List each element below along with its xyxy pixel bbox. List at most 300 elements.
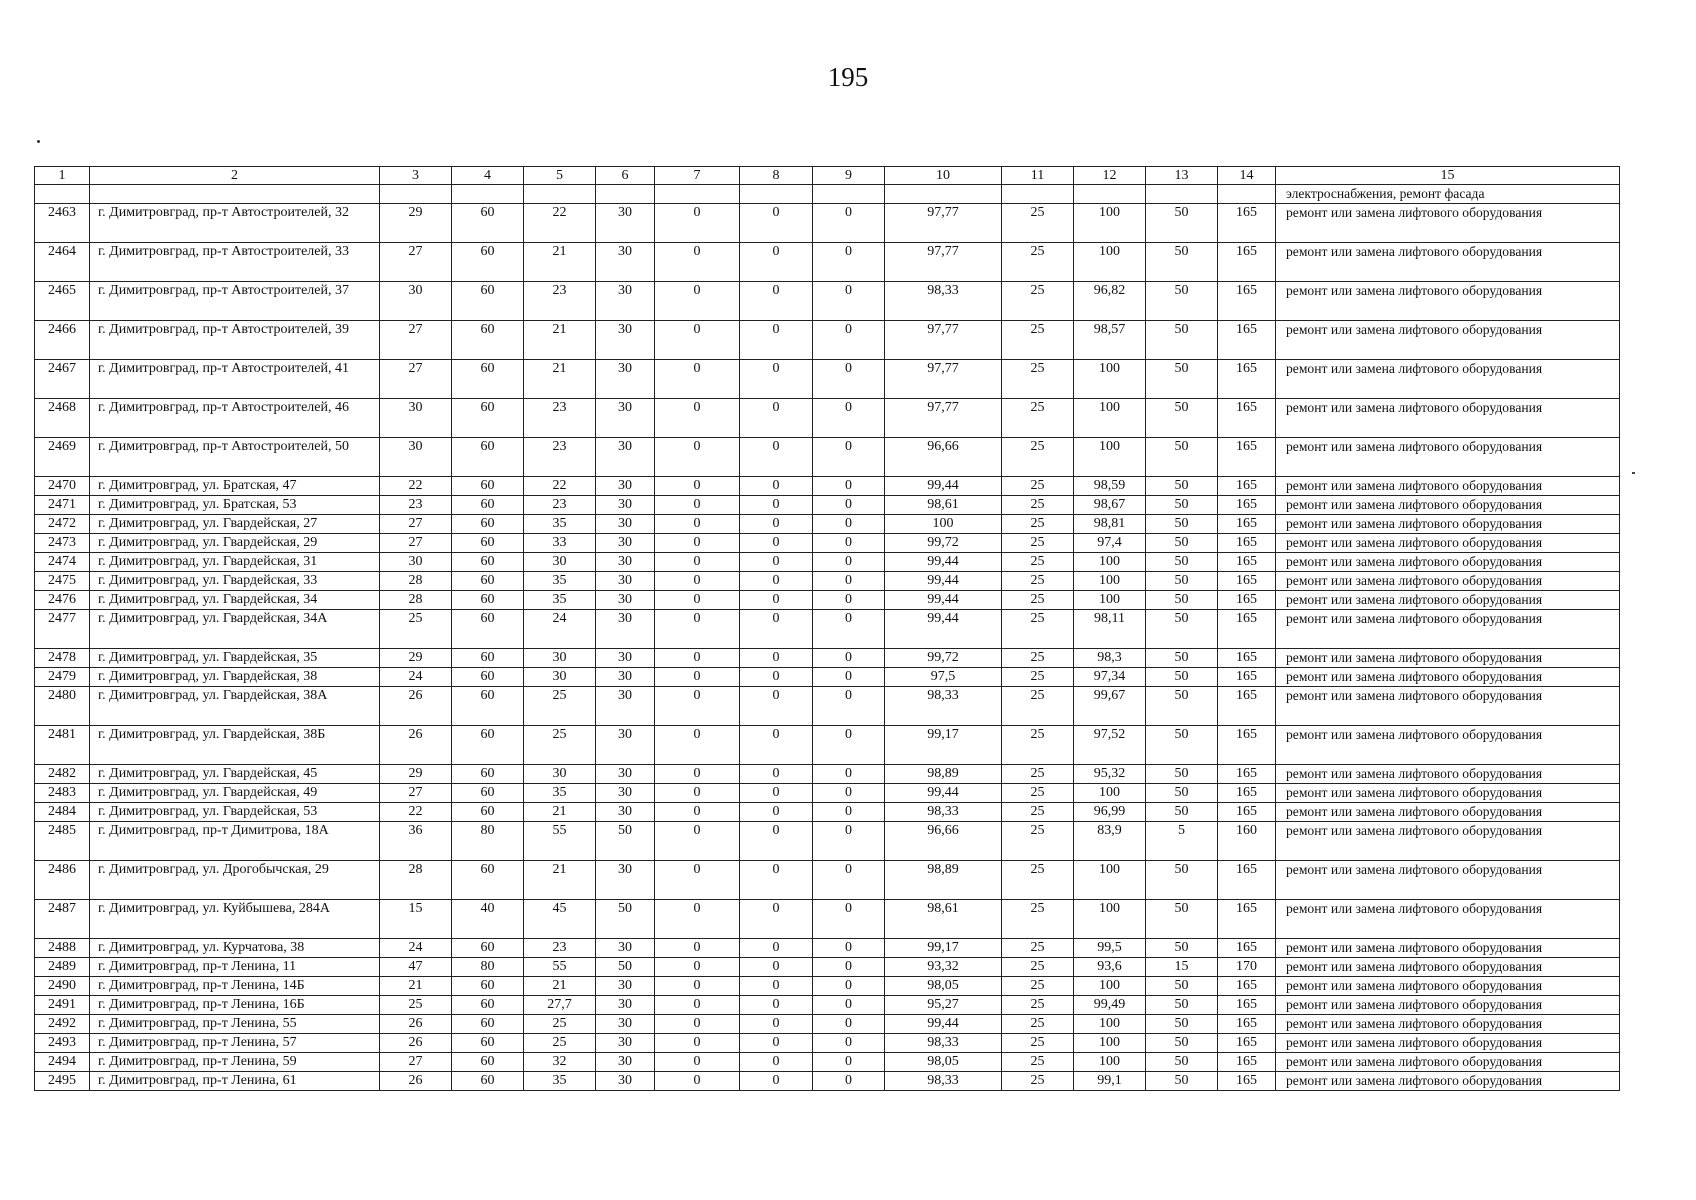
column-header: 2	[90, 167, 380, 185]
work-type-cell: ремонт или замена лифтового оборудования	[1276, 572, 1620, 591]
value-cell: 35	[524, 591, 596, 610]
value-cell: 28	[380, 572, 452, 591]
value-cell: 0	[740, 591, 813, 610]
address-cell: г. Димитровград, ул. Гвардейская, 34	[90, 591, 380, 610]
value-cell: 100	[1074, 438, 1146, 477]
value-cell: 26	[380, 1072, 452, 1091]
column-header: 3	[380, 167, 452, 185]
value-cell: 30	[596, 649, 655, 668]
value-cell: 95,27	[885, 996, 1002, 1015]
address-cell: г. Димитровград, пр-т Автостроителей, 39	[90, 321, 380, 360]
value-cell: 50	[1146, 572, 1218, 591]
value-cell: 98,33	[885, 803, 1002, 822]
value-cell: 165	[1218, 996, 1276, 1015]
address-cell: г. Димитровград, пр-т Автостроителей, 33	[90, 243, 380, 282]
value-cell: 0	[740, 958, 813, 977]
value-cell: 60	[452, 438, 524, 477]
value-cell: 35	[524, 1072, 596, 1091]
value-cell: 0	[655, 939, 740, 958]
table-row	[35, 477, 1620, 496]
work-type-cell: ремонт или замена лифтового оборудования	[1276, 939, 1620, 958]
value-cell: 165	[1218, 321, 1276, 360]
value-cell: 30	[524, 765, 596, 784]
row-number: 2469	[35, 438, 90, 477]
value-cell: 100	[1074, 243, 1146, 282]
value-cell: 50	[1146, 996, 1218, 1015]
value-cell: 25	[1002, 1015, 1074, 1034]
value-cell: 30	[596, 996, 655, 1015]
value-cell: 33	[524, 534, 596, 553]
value-cell: 30	[596, 784, 655, 803]
row-number: 2478	[35, 649, 90, 668]
work-type-cell: ремонт или замена лифтового оборудования	[1276, 958, 1620, 977]
value-cell: 60	[452, 1053, 524, 1072]
value-cell: 30	[596, 243, 655, 282]
value-cell: 0	[740, 321, 813, 360]
value-cell: 30	[596, 939, 655, 958]
row-number: 2495	[35, 1072, 90, 1091]
value-cell: 0	[655, 765, 740, 784]
value-cell: 83,9	[1074, 822, 1146, 861]
value-cell: 29	[380, 204, 452, 243]
value-cell: 23	[524, 282, 596, 321]
value-cell: 99,72	[885, 649, 1002, 668]
value-cell: 60	[452, 477, 524, 496]
value-cell: 165	[1218, 803, 1276, 822]
column-header: 1	[35, 167, 90, 185]
work-type-cell: ремонт или замена лифтового оборудования	[1276, 649, 1620, 668]
value-cell: 25	[380, 996, 452, 1015]
value-cell: 60	[452, 399, 524, 438]
value-cell: 50	[1146, 803, 1218, 822]
value-cell: 30	[380, 282, 452, 321]
value-cell: 98,33	[885, 1034, 1002, 1053]
address-cell: г. Димитровград, ул. Гвардейская, 31	[90, 553, 380, 572]
value-cell: 21	[524, 243, 596, 282]
value-cell: 50	[1146, 477, 1218, 496]
work-type-cell: ремонт или замена лифтового оборудования	[1276, 360, 1620, 399]
table-row	[35, 360, 1620, 399]
value-cell: 99,17	[885, 939, 1002, 958]
value-cell: 165	[1218, 1053, 1276, 1072]
value-cell: 0	[813, 438, 885, 477]
table-row	[35, 803, 1620, 822]
value-cell: 21	[524, 977, 596, 996]
value-cell: 97,77	[885, 321, 1002, 360]
value-cell: 0	[655, 784, 740, 803]
value-cell: 165	[1218, 553, 1276, 572]
value-cell: 28	[380, 591, 452, 610]
table-row	[35, 996, 1620, 1015]
value-cell: 97,5	[885, 668, 1002, 687]
address-cell: г. Димитровград, пр-т Автостроителей, 32	[90, 204, 380, 243]
table-row	[35, 822, 1620, 861]
value-cell: 0	[655, 515, 740, 534]
value-cell: 0	[813, 553, 885, 572]
table-row	[35, 399, 1620, 438]
value-cell: 99,44	[885, 477, 1002, 496]
value-cell: 98,57	[1074, 321, 1146, 360]
value-cell: 99,49	[1074, 996, 1146, 1015]
address-cell: г. Димитровград, пр-т Ленина, 61	[90, 1072, 380, 1091]
value-cell: 25	[1002, 591, 1074, 610]
value-cell: 23	[380, 496, 452, 515]
value-cell: 60	[452, 515, 524, 534]
value-cell: 23	[524, 496, 596, 515]
value-cell: 100	[1074, 977, 1146, 996]
value-cell: 26	[380, 1015, 452, 1034]
value-cell: 0	[655, 996, 740, 1015]
value-cell: 165	[1218, 399, 1276, 438]
value-cell: 25	[1002, 822, 1074, 861]
value-cell: 21	[380, 977, 452, 996]
row-number: 2474	[35, 553, 90, 572]
value-cell: 50	[1146, 399, 1218, 438]
row-number: 2489	[35, 958, 90, 977]
value-cell: 165	[1218, 668, 1276, 687]
address-cell: г. Димитровград, ул. Гвардейская, 27	[90, 515, 380, 534]
value-cell: 0	[740, 668, 813, 687]
value-cell: 30	[524, 649, 596, 668]
value-cell: 30	[596, 360, 655, 399]
value-cell: 0	[813, 822, 885, 861]
value-cell: 99,44	[885, 591, 1002, 610]
value-cell: 35	[524, 572, 596, 591]
row-number: 2467	[35, 360, 90, 399]
value-cell: 97,34	[1074, 668, 1146, 687]
table-row	[35, 726, 1620, 765]
value-cell: 60	[452, 977, 524, 996]
value-cell: 25	[1002, 1072, 1074, 1091]
value-cell: 0	[813, 204, 885, 243]
value-cell: 98,33	[885, 687, 1002, 726]
value-cell: 98,3	[1074, 649, 1146, 668]
value-cell: 50	[1146, 765, 1218, 784]
address-cell: г. Димитровград, ул. Гвардейская, 45	[90, 765, 380, 784]
value-cell: 50	[1146, 649, 1218, 668]
value-cell: 100	[1074, 1034, 1146, 1053]
value-cell: 25	[1002, 958, 1074, 977]
table-row	[35, 1072, 1620, 1091]
value-cell: 25	[1002, 572, 1074, 591]
value-cell: 100	[1074, 553, 1146, 572]
value-cell: 0	[813, 977, 885, 996]
value-cell: 25	[1002, 496, 1074, 515]
value-cell: 32	[524, 1053, 596, 1072]
value-cell: 165	[1218, 610, 1276, 649]
table-row	[35, 610, 1620, 649]
work-type-cell: ремонт или замена лифтового оборудования	[1276, 1034, 1620, 1053]
value-cell: 0	[813, 996, 885, 1015]
value-cell: 0	[740, 726, 813, 765]
value-cell: 25	[1002, 321, 1074, 360]
value-cell: 30	[596, 668, 655, 687]
value-cell: 99,44	[885, 610, 1002, 649]
value-cell: 0	[813, 282, 885, 321]
value-cell: 98,05	[885, 1053, 1002, 1072]
value-cell: 165	[1218, 496, 1276, 515]
value-cell: 47	[380, 958, 452, 977]
column-header: 15	[1276, 167, 1620, 185]
page-number: 195	[827, 62, 869, 92]
value-cell: 30	[596, 204, 655, 243]
value-cell: 0	[813, 515, 885, 534]
column-header: 13	[1146, 167, 1218, 185]
value-cell: 25	[524, 687, 596, 726]
work-type-cell: ремонт или замена лифтового оборудования	[1276, 243, 1620, 282]
header-row	[35, 167, 1620, 185]
row-number: 2464	[35, 243, 90, 282]
value-cell: 165	[1218, 438, 1276, 477]
row-number: 2471	[35, 496, 90, 515]
value-cell: 60	[452, 610, 524, 649]
value-cell: 50	[1146, 977, 1218, 996]
value-cell: 97,77	[885, 360, 1002, 399]
value-cell: 0	[740, 1072, 813, 1091]
work-type-cell: ремонт или замена лифтового оборудования	[1276, 438, 1620, 477]
value-cell: 165	[1218, 282, 1276, 321]
value-cell: 0	[740, 803, 813, 822]
work-type-cell: ремонт или замена лифтового оборудования	[1276, 553, 1620, 572]
value-cell: 29	[380, 765, 452, 784]
value-cell: 0	[655, 360, 740, 399]
value-cell: 24	[380, 668, 452, 687]
value-cell: 0	[813, 534, 885, 553]
value-cell: 0	[655, 822, 740, 861]
value-cell: 23	[524, 939, 596, 958]
row-number: 2475	[35, 572, 90, 591]
value-cell: 25	[1002, 765, 1074, 784]
continuation-text: электроснабжения, ремонт фасада	[1276, 185, 1620, 204]
value-cell: 50	[1146, 534, 1218, 553]
address-cell: г. Димитровград, ул. Гвардейская, 29	[90, 534, 380, 553]
value-cell: 30	[596, 1015, 655, 1034]
row-number: 2476	[35, 591, 90, 610]
value-cell: 25	[524, 1015, 596, 1034]
value-cell: 100	[1074, 900, 1146, 939]
value-cell: 25	[1002, 668, 1074, 687]
value-cell: 0	[740, 900, 813, 939]
value-cell: 165	[1218, 243, 1276, 282]
row-number: 2491	[35, 996, 90, 1015]
value-cell: 25	[1002, 243, 1074, 282]
work-type-cell: ремонт или замена лифтового оборудования	[1276, 591, 1620, 610]
value-cell: 165	[1218, 204, 1276, 243]
value-cell: 26	[380, 726, 452, 765]
value-cell: 0	[740, 399, 813, 438]
value-cell: 40	[452, 900, 524, 939]
value-cell: 0	[655, 399, 740, 438]
table-row	[35, 784, 1620, 803]
value-cell: 0	[740, 1053, 813, 1072]
value-cell: 50	[1146, 1072, 1218, 1091]
row-number: 2480	[35, 687, 90, 726]
value-cell: 97,77	[885, 399, 1002, 438]
value-cell: 60	[452, 784, 524, 803]
value-cell: 96,82	[1074, 282, 1146, 321]
value-cell: 0	[655, 726, 740, 765]
value-cell: 100	[1074, 572, 1146, 591]
value-cell: 0	[740, 687, 813, 726]
row-number: 2484	[35, 803, 90, 822]
value-cell: 30	[524, 668, 596, 687]
value-cell: 0	[813, 1072, 885, 1091]
work-type-cell: ремонт или замена лифтового оборудования	[1276, 496, 1620, 515]
value-cell: 165	[1218, 360, 1276, 399]
value-cell: 60	[452, 572, 524, 591]
value-cell: 0	[655, 321, 740, 360]
value-cell: 35	[524, 515, 596, 534]
row-number: 2463	[35, 204, 90, 243]
row-number: 2490	[35, 977, 90, 996]
value-cell: 0	[813, 496, 885, 515]
table-row	[35, 900, 1620, 939]
work-type-cell: ремонт или замена лифтового оборудования	[1276, 515, 1620, 534]
value-cell: 60	[452, 765, 524, 784]
value-cell: 100	[1074, 1053, 1146, 1072]
data-table	[34, 166, 1620, 1091]
table-row	[35, 321, 1620, 360]
value-cell: 0	[655, 977, 740, 996]
address-cell: г. Димитровград, пр-т Димитрова, 18А	[90, 822, 380, 861]
table-row	[35, 496, 1620, 515]
value-cell: 15	[1146, 958, 1218, 977]
address-cell: г. Димитровград, ул. Гвардейская, 33	[90, 572, 380, 591]
value-cell: 25	[1002, 553, 1074, 572]
value-cell: 25	[1002, 399, 1074, 438]
value-cell: 28	[380, 861, 452, 900]
value-cell: 98,61	[885, 496, 1002, 515]
row-number: 2465	[35, 282, 90, 321]
value-cell: 97,77	[885, 243, 1002, 282]
value-cell: 98,11	[1074, 610, 1146, 649]
column-header: 7	[655, 167, 740, 185]
work-type-cell: ремонт или замена лифтового оборудования	[1276, 1015, 1620, 1034]
value-cell: 50	[1146, 784, 1218, 803]
value-cell: 0	[813, 477, 885, 496]
value-cell: 0	[813, 1053, 885, 1072]
value-cell: 100	[1074, 204, 1146, 243]
address-cell: г. Димитровград, ул. Гвардейская, 38Б	[90, 726, 380, 765]
value-cell: 0	[813, 803, 885, 822]
value-cell: 27	[380, 321, 452, 360]
value-cell: 30	[596, 572, 655, 591]
value-cell: 30	[596, 553, 655, 572]
row-number: 2485	[35, 822, 90, 861]
column-header: 10	[885, 167, 1002, 185]
address-cell: г. Димитровград, ул. Гвардейская, 34А	[90, 610, 380, 649]
value-cell: 0	[655, 572, 740, 591]
value-cell: 0	[740, 765, 813, 784]
value-cell: 25	[1002, 282, 1074, 321]
column-header: 8	[740, 167, 813, 185]
value-cell: 60	[452, 243, 524, 282]
value-cell: 24	[380, 939, 452, 958]
value-cell: 100	[1074, 360, 1146, 399]
value-cell: 165	[1218, 1034, 1276, 1053]
value-cell: 100	[1074, 1015, 1146, 1034]
work-type-cell: ремонт или замена лифтового оборудования	[1276, 1053, 1620, 1072]
value-cell: 0	[813, 1015, 885, 1034]
value-cell: 165	[1218, 534, 1276, 553]
value-cell: 25	[1002, 939, 1074, 958]
work-type-cell: ремонт или замена лифтового оборудования	[1276, 1072, 1620, 1091]
value-cell: 30	[596, 687, 655, 726]
value-cell: 60	[452, 803, 524, 822]
value-cell: 0	[813, 1034, 885, 1053]
value-cell: 0	[740, 534, 813, 553]
value-cell: 165	[1218, 977, 1276, 996]
value-cell: 60	[452, 282, 524, 321]
value-cell: 0	[813, 399, 885, 438]
value-cell: 25	[1002, 726, 1074, 765]
row-number: 2494	[35, 1053, 90, 1072]
value-cell: 97,52	[1074, 726, 1146, 765]
value-cell: 30	[596, 765, 655, 784]
value-cell: 50	[1146, 591, 1218, 610]
value-cell: 0	[655, 591, 740, 610]
value-cell: 0	[655, 649, 740, 668]
value-cell: 22	[380, 803, 452, 822]
value-cell: 50	[1146, 243, 1218, 282]
value-cell: 99,44	[885, 572, 1002, 591]
value-cell: 25	[1002, 784, 1074, 803]
row-number: 2473	[35, 534, 90, 553]
row-number: 2466	[35, 321, 90, 360]
value-cell: 50	[596, 958, 655, 977]
value-cell: 165	[1218, 477, 1276, 496]
value-cell: 0	[740, 649, 813, 668]
value-cell: 100	[1074, 861, 1146, 900]
work-type-cell: ремонт или замена лифтового оборудования	[1276, 534, 1620, 553]
value-cell: 99,44	[885, 784, 1002, 803]
value-cell: 25	[380, 610, 452, 649]
work-type-cell: ремонт или замена лифтового оборудования	[1276, 477, 1620, 496]
value-cell: 165	[1218, 861, 1276, 900]
value-cell: 30	[380, 399, 452, 438]
value-cell: 30	[596, 861, 655, 900]
value-cell: 99,67	[1074, 687, 1146, 726]
address-cell: г. Димитровград, ул. Гвардейская, 49	[90, 784, 380, 803]
table-row	[35, 1034, 1620, 1053]
value-cell: 30	[596, 610, 655, 649]
value-cell: 96,66	[885, 822, 1002, 861]
table-row	[35, 1015, 1620, 1034]
value-cell: 0	[655, 534, 740, 553]
table-row	[35, 515, 1620, 534]
table-row	[35, 958, 1620, 977]
value-cell: 0	[740, 861, 813, 900]
value-cell: 99,72	[885, 534, 1002, 553]
address-cell: г. Димитровград, ул. Братская, 47	[90, 477, 380, 496]
value-cell: 50	[1146, 900, 1218, 939]
value-cell: 50	[1146, 204, 1218, 243]
table-row	[35, 1053, 1620, 1072]
value-cell: 0	[740, 939, 813, 958]
value-cell: 50	[1146, 1034, 1218, 1053]
value-cell: 50	[1146, 861, 1218, 900]
value-cell: 165	[1218, 900, 1276, 939]
work-type-cell: ремонт или замена лифтового оборудования	[1276, 321, 1620, 360]
work-type-cell: ремонт или замена лифтового оборудования	[1276, 803, 1620, 822]
value-cell: 60	[452, 996, 524, 1015]
value-cell: 165	[1218, 1015, 1276, 1034]
value-cell: 96,99	[1074, 803, 1146, 822]
table-row	[35, 649, 1620, 668]
row-number: 2488	[35, 939, 90, 958]
value-cell: 0	[740, 1015, 813, 1034]
value-cell: 60	[452, 687, 524, 726]
